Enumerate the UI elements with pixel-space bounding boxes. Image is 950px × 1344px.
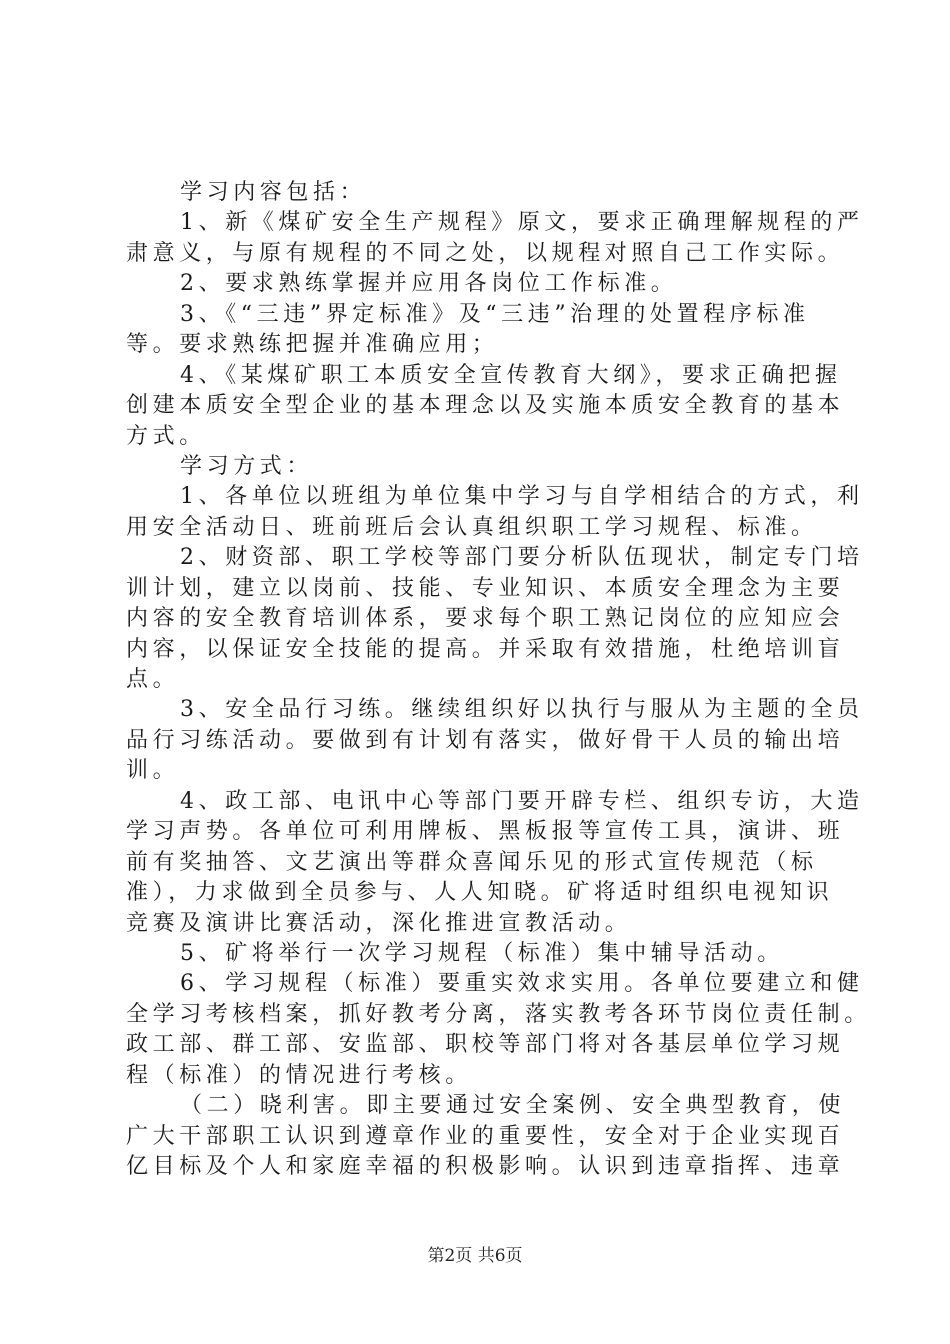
text-line: 点。 (126, 667, 180, 692)
text-line: 1、各单位以班组为单位集中学习与自学相结合的方式，利 (180, 484, 864, 510)
text-line: 学习方式： (180, 453, 314, 479)
text-line: 竞赛及演讲比赛活动，深化推进宣教活动。 (126, 910, 632, 936)
text-line: 训。 (126, 758, 180, 784)
text-line: 准），力求做到全员参与、人人知晓。矿将适时组织电视知识 (126, 880, 834, 906)
page-footer: 第2页 共6页 (427, 1246, 523, 1266)
paragraph (126, 300, 846, 361)
text-line: 2、要求熟练掌握并应用各岗位工作标准。 (180, 271, 678, 297)
text-line: 训计划，建立以岗前、技能、专业知识、本质安全理念为主要 (126, 575, 845, 601)
text-line: 4、政工部、电讯中心等部门要开辟专栏、组织专访，大造 (180, 788, 864, 814)
paragraph (126, 939, 846, 969)
paragraph (126, 1091, 846, 1182)
text-line: 用安全活动日、班前班后会认真组织职工学习规程、标准。 (126, 514, 818, 540)
text-line: 亿目标及个人和家庭幸福的积极影响。认识到违章指挥、违章 (126, 1154, 845, 1179)
paragraph (126, 969, 871, 1091)
paragraph (126, 269, 846, 299)
paragraph (126, 543, 864, 695)
text-line: 1、新《煤矿安全生产规程》原文，要求正确理解规程的严 (180, 210, 864, 236)
text-line: 前有奖抽答、文艺演出等群众喜闻乐见的形式宣传规范（标 (126, 849, 818, 875)
document-body (126, 178, 871, 1182)
text-line: 3、安全品行习练。继续组织好以执行与服从为主题的全员 (180, 697, 864, 723)
text-line: 内容，以保证安全技能的提高。并采取有效措施，杜绝培训盲 (126, 636, 845, 662)
paragraph (126, 178, 846, 208)
text-line: 政工部、群工部、安监部、职校等部门将对各基层单位学习规 (126, 1032, 845, 1058)
text-line: 5、矿将举行一次学习规程（标准）集中辅导活动。 (180, 940, 784, 966)
text-line: 6、学习规程（标准）要重实效求实用。各单位要建立和健 (180, 971, 864, 997)
text-line: 全学习考核档案，抓好教考分离，落实教考各环节岗位责任制。 (126, 1001, 871, 1027)
text-line: 4、《某煤矿职工本质安全宣传教育大纲》，要求正确把握 (180, 362, 842, 388)
text-line: 肃意义，与原有规程的不同之处，以规程对照自己工作实际。 (126, 240, 845, 266)
text-line: 等。要求熟练把握并准确应用； (126, 332, 499, 358)
text-line: 广大干部职工认识到遵章作业的重要性，安全对于企业实现百 (126, 1123, 845, 1149)
paragraph (126, 452, 846, 482)
paragraph (126, 787, 864, 939)
text-line: 创建本质安全型企业的基本理念以及实施本质安全教育的基本 (126, 393, 845, 419)
text-line: 2、财资部、职工学校等部门要分析队伍现状，制定专门培 (180, 545, 864, 571)
text-line: 学习声势。各单位可利用牌板、黑板报等宣传工具，演讲、班 (126, 819, 845, 845)
paragraph (126, 208, 864, 269)
text-line: 方式。 (126, 423, 206, 449)
text-line: 学习内容包括： (180, 180, 367, 205)
text-line: 内容的安全教育培训体系，要求每个职工熟记岗位的应知应会 (126, 606, 845, 632)
paragraph (126, 482, 864, 543)
text-line: （二）晓利害。即主要通过安全案例、安全典型教育，使 (180, 1093, 846, 1119)
paragraph (126, 695, 864, 786)
text-line: 品行习练活动。要做到有计划有落实，做好骨干人员的输出培 (126, 727, 845, 753)
text-line: 程（标准）的情况进行考核。 (126, 1062, 472, 1088)
paragraph (126, 361, 846, 452)
text-line: 3、《“三违”界定标准》及“三违”治理的处置程序标准 (180, 301, 810, 327)
